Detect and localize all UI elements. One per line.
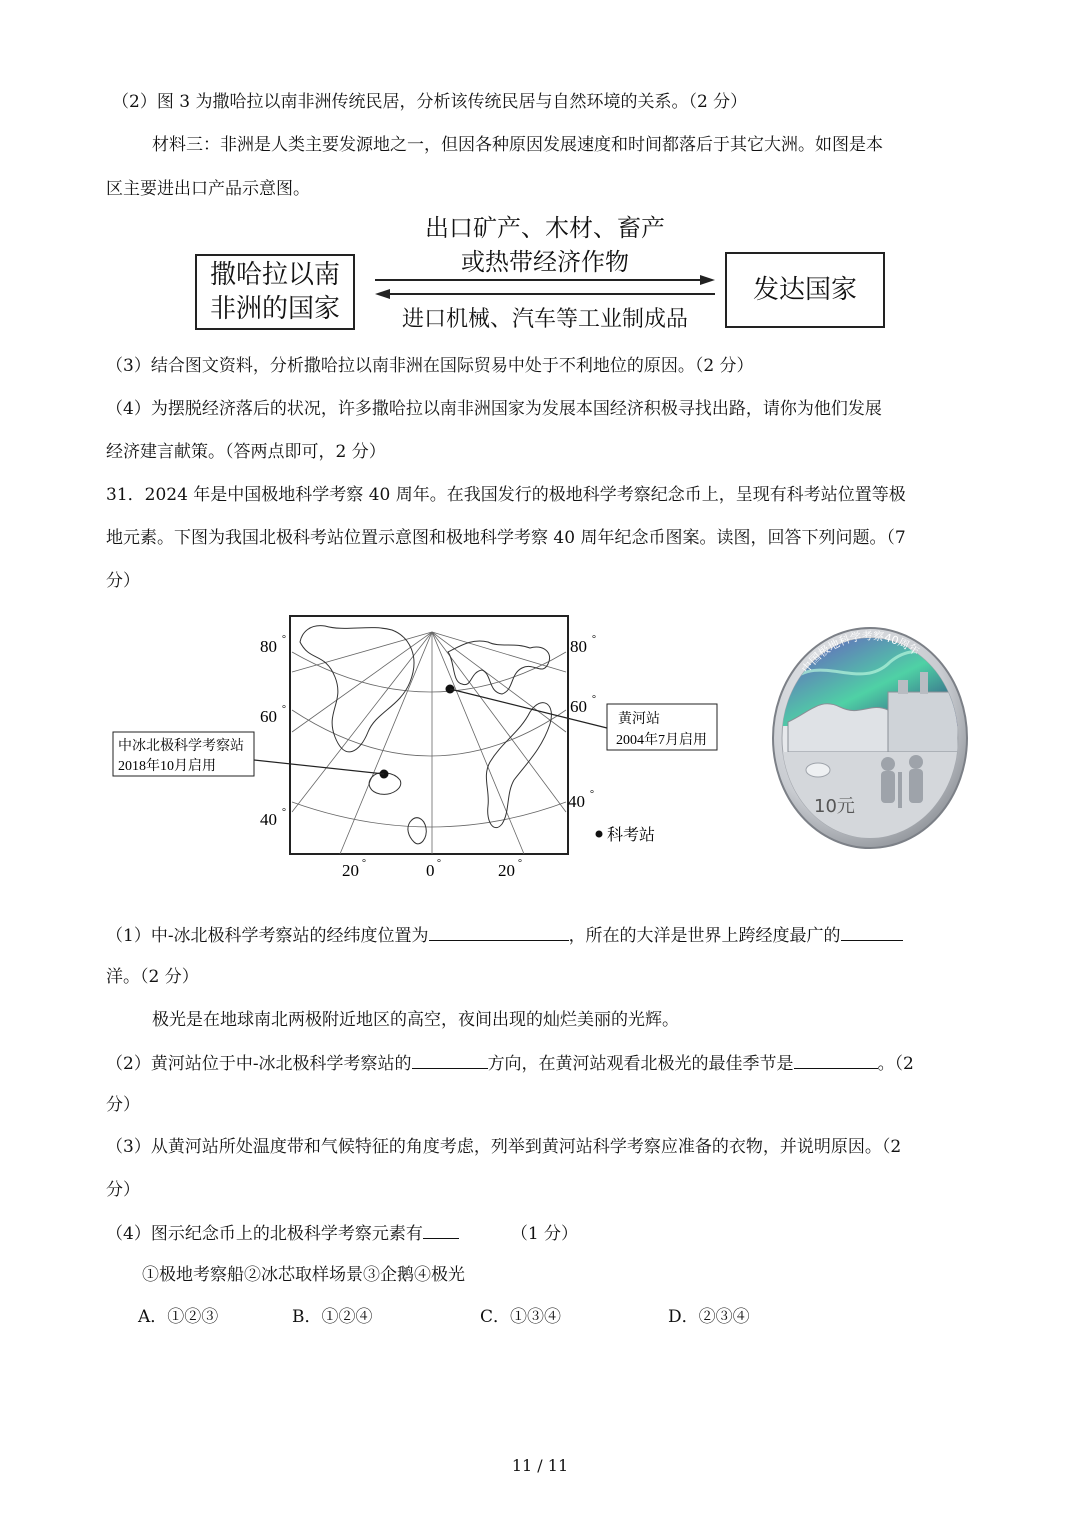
q30-sub4-line1: （4）为摆脱经济落后的状况，许多撒哈拉以南非洲国家为发展本国经济积极寻找出路，请你为他们发展 xyxy=(106,399,882,419)
q31-sub2-text3: 。（2 xyxy=(877,1054,914,1074)
lon-bottom-0: 0 xyxy=(426,861,435,880)
q31-sub4-items: ①极地考察船②冰芯取样场景③企鹅④极光 xyxy=(142,1265,465,1285)
deg-mark: ° xyxy=(590,789,594,800)
q31-sub3-line1: （3）从黄河站所处温度带和气候特征的角度考虑，列举到黄河站科学考察应准备的衣物，并说明原因。（2 xyxy=(106,1137,902,1157)
legend-label: 科考站 xyxy=(607,827,656,844)
q30-material3-line1: 材料三：非洲是人类主要发源地之一，但因各种原因发展速度和时间都落后于其它大洲。如图是本 xyxy=(152,135,883,155)
lon-bottom-20w: 20 xyxy=(342,861,359,880)
q31-sub1-blank1[interactable] xyxy=(429,922,569,941)
q31-intro-line2: 地元素。下图为我国北极科考站位置示意图和极地科学考察 40 周年纪念币图案。读图，回答下列问题。（7 xyxy=(106,528,906,548)
left-box-line1: 撒哈拉以南 xyxy=(209,260,340,290)
deg-mark: ° xyxy=(592,634,596,645)
yellow-river-label-line2: 2004年7月启用 xyxy=(616,733,707,748)
q31-sub4-stem: （4）图示纪念币上的北极科学考察元素有 xyxy=(106,1224,423,1244)
deg-mark: ° xyxy=(282,807,286,818)
q31-intro-line3: 分） xyxy=(106,571,140,591)
q31-intro-line1: 31．2024 年是中国极地科学考察 40 周年。在我国发行的极地科学考察纪念币上，呈现有科考站位置等极 xyxy=(106,485,906,505)
export-line1: 出口矿产、木材、畜产 xyxy=(425,214,665,242)
q31-sub1-text1: （1）中-冰北极科学考察站的经纬度位置为 xyxy=(106,926,429,946)
deg-mark: ° xyxy=(362,858,366,869)
option-a[interactable]: A．①②③ xyxy=(138,1307,219,1327)
q31-sub4 xyxy=(106,1220,578,1246)
china-iceland-label-line2: 2018年10月启用 xyxy=(118,759,216,774)
commemorative-coin xyxy=(770,622,970,852)
q31-sub4-score: （1 分） xyxy=(510,1224,579,1244)
q31-sub2-blank2[interactable] xyxy=(794,1050,878,1069)
deg-mark: ° xyxy=(282,634,286,645)
q30-sub3: （3）结合图文资料，分析撒哈拉以南非洲在国际贸易中处于不利地位的原因。（2 分） xyxy=(106,356,754,376)
q30-sub4-line2: 经济建言献策。（答两点即可，2 分） xyxy=(106,442,386,462)
q31-sub2-text2: 方向，在黄河站观看北极光的最佳季节是 xyxy=(487,1054,794,1074)
q31-sub1-line2: 洋。（2 分） xyxy=(106,967,199,987)
legend-station-icon xyxy=(596,831,603,838)
lon-bottom-20e: 20 xyxy=(498,861,515,880)
coin-denomination: 10元 xyxy=(814,796,855,817)
option-b[interactable]: B．①②④ xyxy=(292,1307,373,1327)
q31-sub1 xyxy=(106,922,903,948)
option-d[interactable]: D．②③④ xyxy=(668,1307,750,1327)
lat-left-80: 80 xyxy=(260,637,277,656)
q30-sub2: （2）图 3 为撒哈拉以南非洲传统民居，分析该传统民居与自然环境的关系。（2 分） xyxy=(112,92,748,112)
q31-sub2-text1: （2）黄河站位于中-冰北极科学考察站的 xyxy=(106,1054,412,1074)
lat-left-60: 60 xyxy=(260,707,277,726)
arctic-station-map xyxy=(110,612,707,887)
map-frame xyxy=(290,616,568,854)
import-arrow-head xyxy=(375,289,390,299)
q31-sub1-text2: ，所在的大洋是世界上跨经度最广的 xyxy=(568,926,841,946)
ice-ground xyxy=(780,752,960,842)
left-box-line2: 非洲的国家 xyxy=(209,294,340,324)
lat-right-60: 60 xyxy=(570,697,587,716)
deg-mark: ° xyxy=(592,694,596,705)
lat-right-80: 80 xyxy=(570,637,587,656)
deg-mark: ° xyxy=(518,858,522,869)
coin-arc-text: 中国极地科学考察40周年 xyxy=(799,629,922,676)
trade-arrows xyxy=(370,272,720,302)
q31-sub2 xyxy=(106,1050,914,1076)
lat-right-40: 40 xyxy=(568,792,585,811)
page-number: 11 / 11 xyxy=(511,1456,569,1475)
option-c[interactable]: C．①③④ xyxy=(480,1307,562,1327)
q31-sub1-blank2[interactable] xyxy=(841,922,903,941)
deg-mark: ° xyxy=(437,858,441,869)
import-label: 进口机械、汽车等工业制成品 xyxy=(401,307,688,332)
export-line2: 或热带经济作物 xyxy=(461,248,629,276)
export-arrow-head xyxy=(700,275,715,285)
polar-bear-icon xyxy=(806,763,830,777)
q31-sub2-blank1[interactable] xyxy=(412,1050,488,1069)
deg-mark: ° xyxy=(282,704,286,715)
lat-left-40: 40 xyxy=(260,810,277,829)
q30-material3-line2: 区主要进出口产品示意图。 xyxy=(106,179,310,199)
q31-sub3-line2: 分） xyxy=(106,1180,140,1200)
research-ship-icon xyxy=(888,692,958,752)
q31-sub4-blank[interactable] xyxy=(423,1220,459,1239)
yellow-river-label-line1: 黄河站 xyxy=(618,712,660,727)
left-country-box xyxy=(195,254,355,330)
right-box-label: 发达国家 xyxy=(752,275,857,305)
right-country-box xyxy=(725,252,885,328)
q31-aurora-note: 极光是在地球南北两极附近地区的高空，夜间出现的灿烂美丽的光辉。 xyxy=(152,1010,679,1030)
china-iceland-label-line1: 中冰北极科学考察站 xyxy=(118,739,244,754)
q31-sub2-line2: 分） xyxy=(106,1095,140,1115)
